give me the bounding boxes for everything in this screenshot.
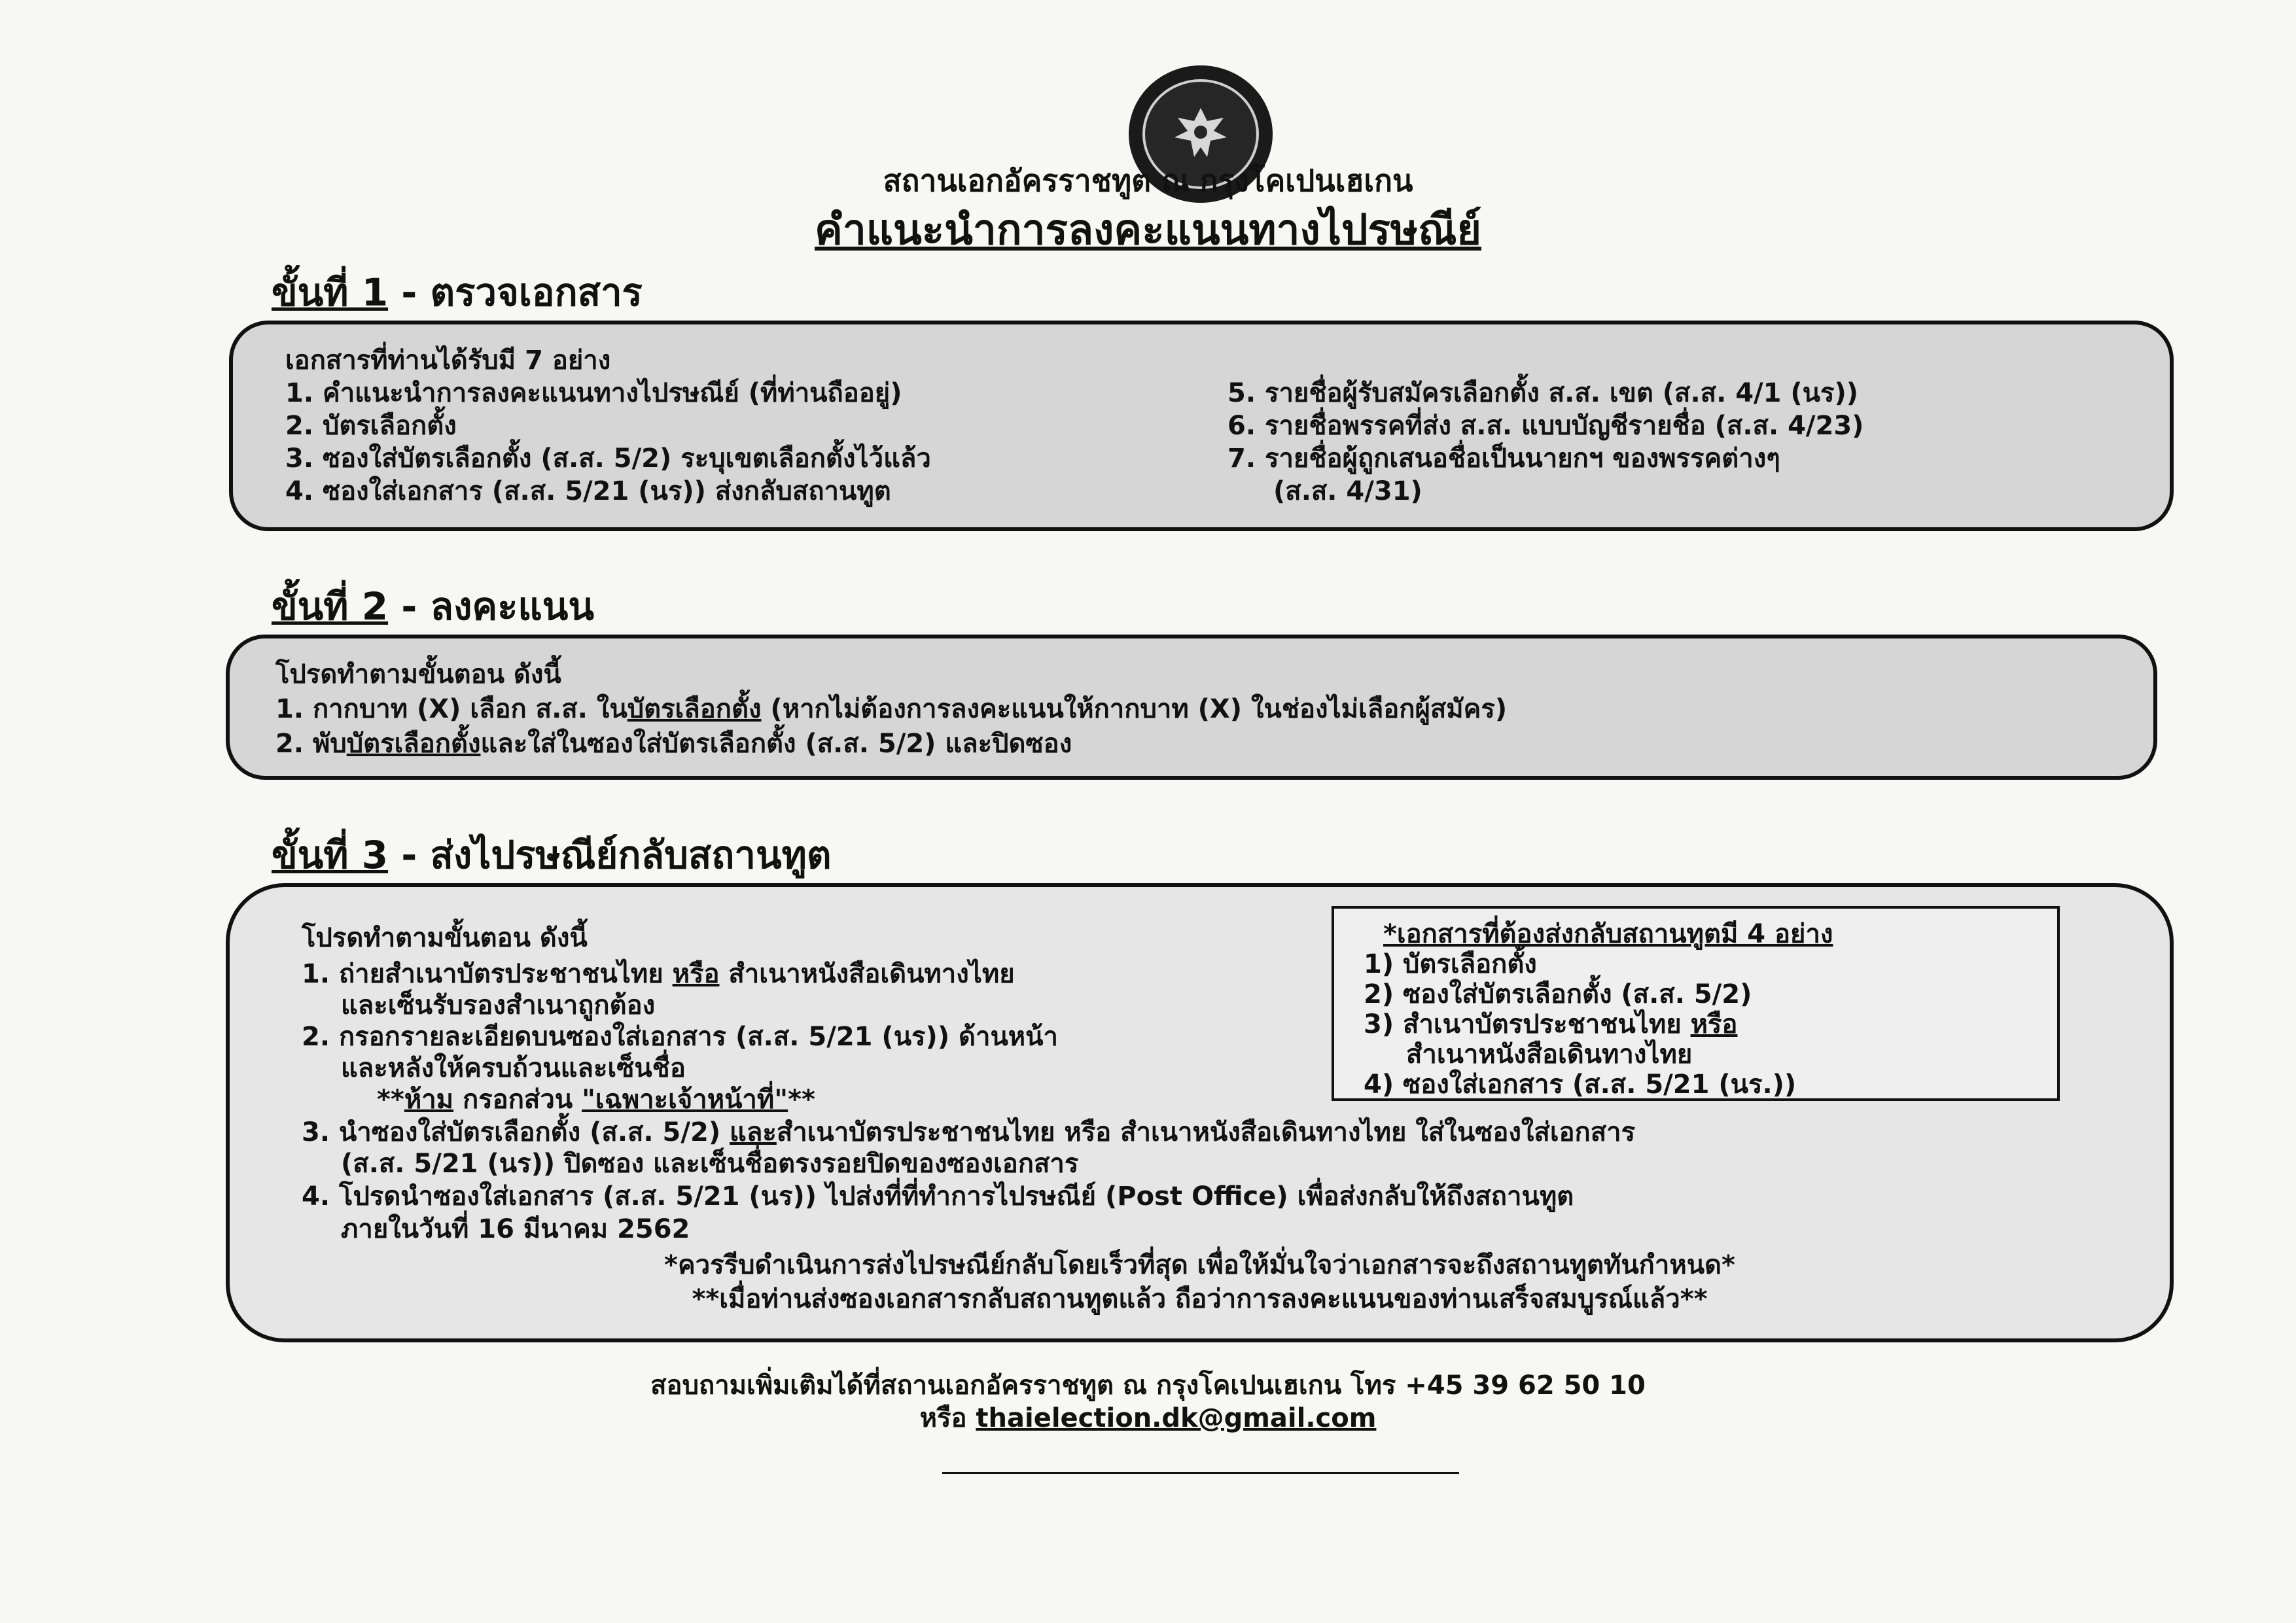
- step1-item: 2. บัตรเลือกตั้ง: [285, 411, 457, 441]
- return-docs-title: *เอกสารที่ต้องส่งกลับสถานทูตมี 4 อย่าง: [1383, 919, 1833, 949]
- return-documents-box: [1332, 906, 2060, 1101]
- return-doc-item: 4) ซองใส่เอกสาร (ส.ส. 5/21 (นร.)): [1364, 1070, 1797, 1100]
- contact-info: สอบถามเพิ่มเติมได้ที่สถานเอกอัครราชทูต ณ กรุงโคเปนเฮเกน โทร +45 39 62 50 10: [650, 1370, 1646, 1401]
- step3-item-3: 3. นำซองใส่บัตรเลือกตั้ง (ส.ส. 5/2) และสำเนาบัตรประชาชนไทย หรือ สำเนาหนังสือเดินทางไทย ใส่ในซองใส่เอกสาร: [302, 1117, 1636, 1147]
- step2-item-1: 1. กากบาท (X) เลือก ส.ส. ในบัตรเลือกตั้ง (หากไม่ต้องการลงคะแนนให้กากบาท (X) ในช่องไม่เลือกผู้สมัคร): [275, 694, 1508, 724]
- step2-heading: [272, 576, 594, 637]
- return-doc-item: 2) ซองใส่บัตรเลือกตั้ง (ส.ส. 5/2): [1364, 979, 1752, 1009]
- return-doc-item: 3) สำเนาบัตรประชาชนไทย หรือ: [1364, 1009, 1738, 1039]
- step3-item-1-cont: และเซ็นรับรองสำเนาถูกต้อง: [341, 990, 656, 1021]
- step1-item: 5. รายชื่อผู้รับสมัครเลือกตั้ง ส.ส. เขต (ส.ส. 4/1 (นร)): [1227, 378, 1859, 408]
- step3-number: ขั้นที่ 3: [272, 833, 389, 877]
- step1-heading: [272, 262, 643, 323]
- step1-item: 7. รายชื่อผู้ถูกเสนอชื่อเป็นนายกฯ ของพรรคต่างๆ: [1227, 444, 1780, 474]
- step3-item-2: 2. กรอกรายละเอียดบนซองใส่เอกสาร (ส.ส. 5/21 (นร)) ด้านหน้า: [302, 1022, 1058, 1052]
- step2-title: - ลงคะแนน: [388, 584, 595, 629]
- step2-box: [226, 635, 2157, 780]
- step3-item-4-cont: ภายในวันที่ 16 มีนาคม 2562: [341, 1214, 690, 1244]
- step1-number: ขั้นที่ 1: [272, 270, 389, 315]
- step3-item-3-cont: (ส.ส. 5/21 (นร)) ปิดซอง และเซ็นชื่อตรงรอยปิดของซองเอกสาร: [341, 1149, 1079, 1179]
- return-doc-item: 1) บัตรเลือกตั้ง: [1364, 949, 1537, 979]
- step1-title: - ตรวจเอกสาร: [388, 270, 643, 315]
- email-link[interactable]: thaielection.dk@gmail.com: [976, 1403, 1377, 1433]
- step3-title: - ส่งไปรษณีย์กลับสถานทูต: [388, 833, 832, 877]
- step1-item: (ส.ส. 4/31): [1273, 476, 1422, 506]
- divider-line: [942, 1472, 1459, 1474]
- step2-item-2: 2. พับบัตรเลือกตั้งและใส่ในซองใส่บัตรเลือกตั้ง (ส.ส. 5/2) และปิดซอง: [275, 729, 1072, 759]
- step3-item-1: 1. ถ่ายสำเนาบัตรประชาชนไทย หรือ สำเนาหนังสือเดินทางไทย: [302, 959, 1015, 989]
- step1-item: 3. ซองใส่บัตรเลือกตั้ง (ส.ส. 5/2) ระบุเขตเลือกตั้งไว้แล้ว: [285, 444, 931, 474]
- step1-item: 1. คำแนะนำการลงคะแนนทางไปรษณีย์ (ที่ท่านถืออยู่): [285, 378, 902, 408]
- contact-email-line: หรือ thaielection.dk@gmail.com: [919, 1403, 1377, 1433]
- step3-note-2: **เมื่อท่านส่งซองเอกสารกลับสถานทูตแล้ว ถือว่าการลงคะแนนของท่านเสร็จสมบูรณ์แล้ว**: [692, 1284, 1708, 1314]
- step3-item-4: 4. โปรดนำซองใส่เอกสาร (ส.ส. 5/21 (นร)) ไปส่งที่ที่ทำการไปรษณีย์ (Post Office) เพื่อส่งกลับให้ถึงสถานทูต: [302, 1181, 1574, 1212]
- step3-item-2-cont: และหลังให้ครบถ้วนและเซ็นชื่อ: [341, 1053, 686, 1083]
- step2-intro: โปรดทำตามขั้นตอน ดังนี้: [275, 659, 561, 689]
- step3-heading: [272, 824, 832, 885]
- page-title: คำแนะนำการลงคะแนนทางไปรษณีย์: [815, 206, 1481, 254]
- step1-intro: เอกสารที่ท่านได้รับมี 7 อย่าง: [285, 345, 611, 375]
- step1-item: 4. ซองใส่เอกสาร (ส.ส. 5/21 (นร)) ส่งกลับสถานทูต: [285, 476, 891, 506]
- step1-box: [229, 321, 2174, 531]
- step3-note-1: *ควรรีบดำเนินการส่งไปรษณีย์กลับโดยเร็วที่สุด เพื่อให้มั่นใจว่าเอกสารจะถึงสถานทูตทันกำหนด*: [664, 1250, 1735, 1280]
- step1-item: 6. รายชื่อพรรคที่ส่ง ส.ส. แบบบัญชีรายชื่อ (ส.ส. 4/23): [1227, 411, 1864, 441]
- step2-number: ขั้นที่ 2: [272, 584, 389, 629]
- step3-intro: โปรดทำตามขั้นตอน ดังนี้: [302, 923, 588, 953]
- embassy-name: สถานเอกอัครราชทูต ณ กรุงโคเปนเฮเกน: [883, 163, 1413, 198]
- return-doc-item-cont: สำเนาหนังสือเดินทางไทย: [1406, 1039, 1693, 1070]
- step3-warning: **ห้าม กรอกส่วน "เฉพาะเจ้าหน้าที่"**: [377, 1085, 815, 1115]
